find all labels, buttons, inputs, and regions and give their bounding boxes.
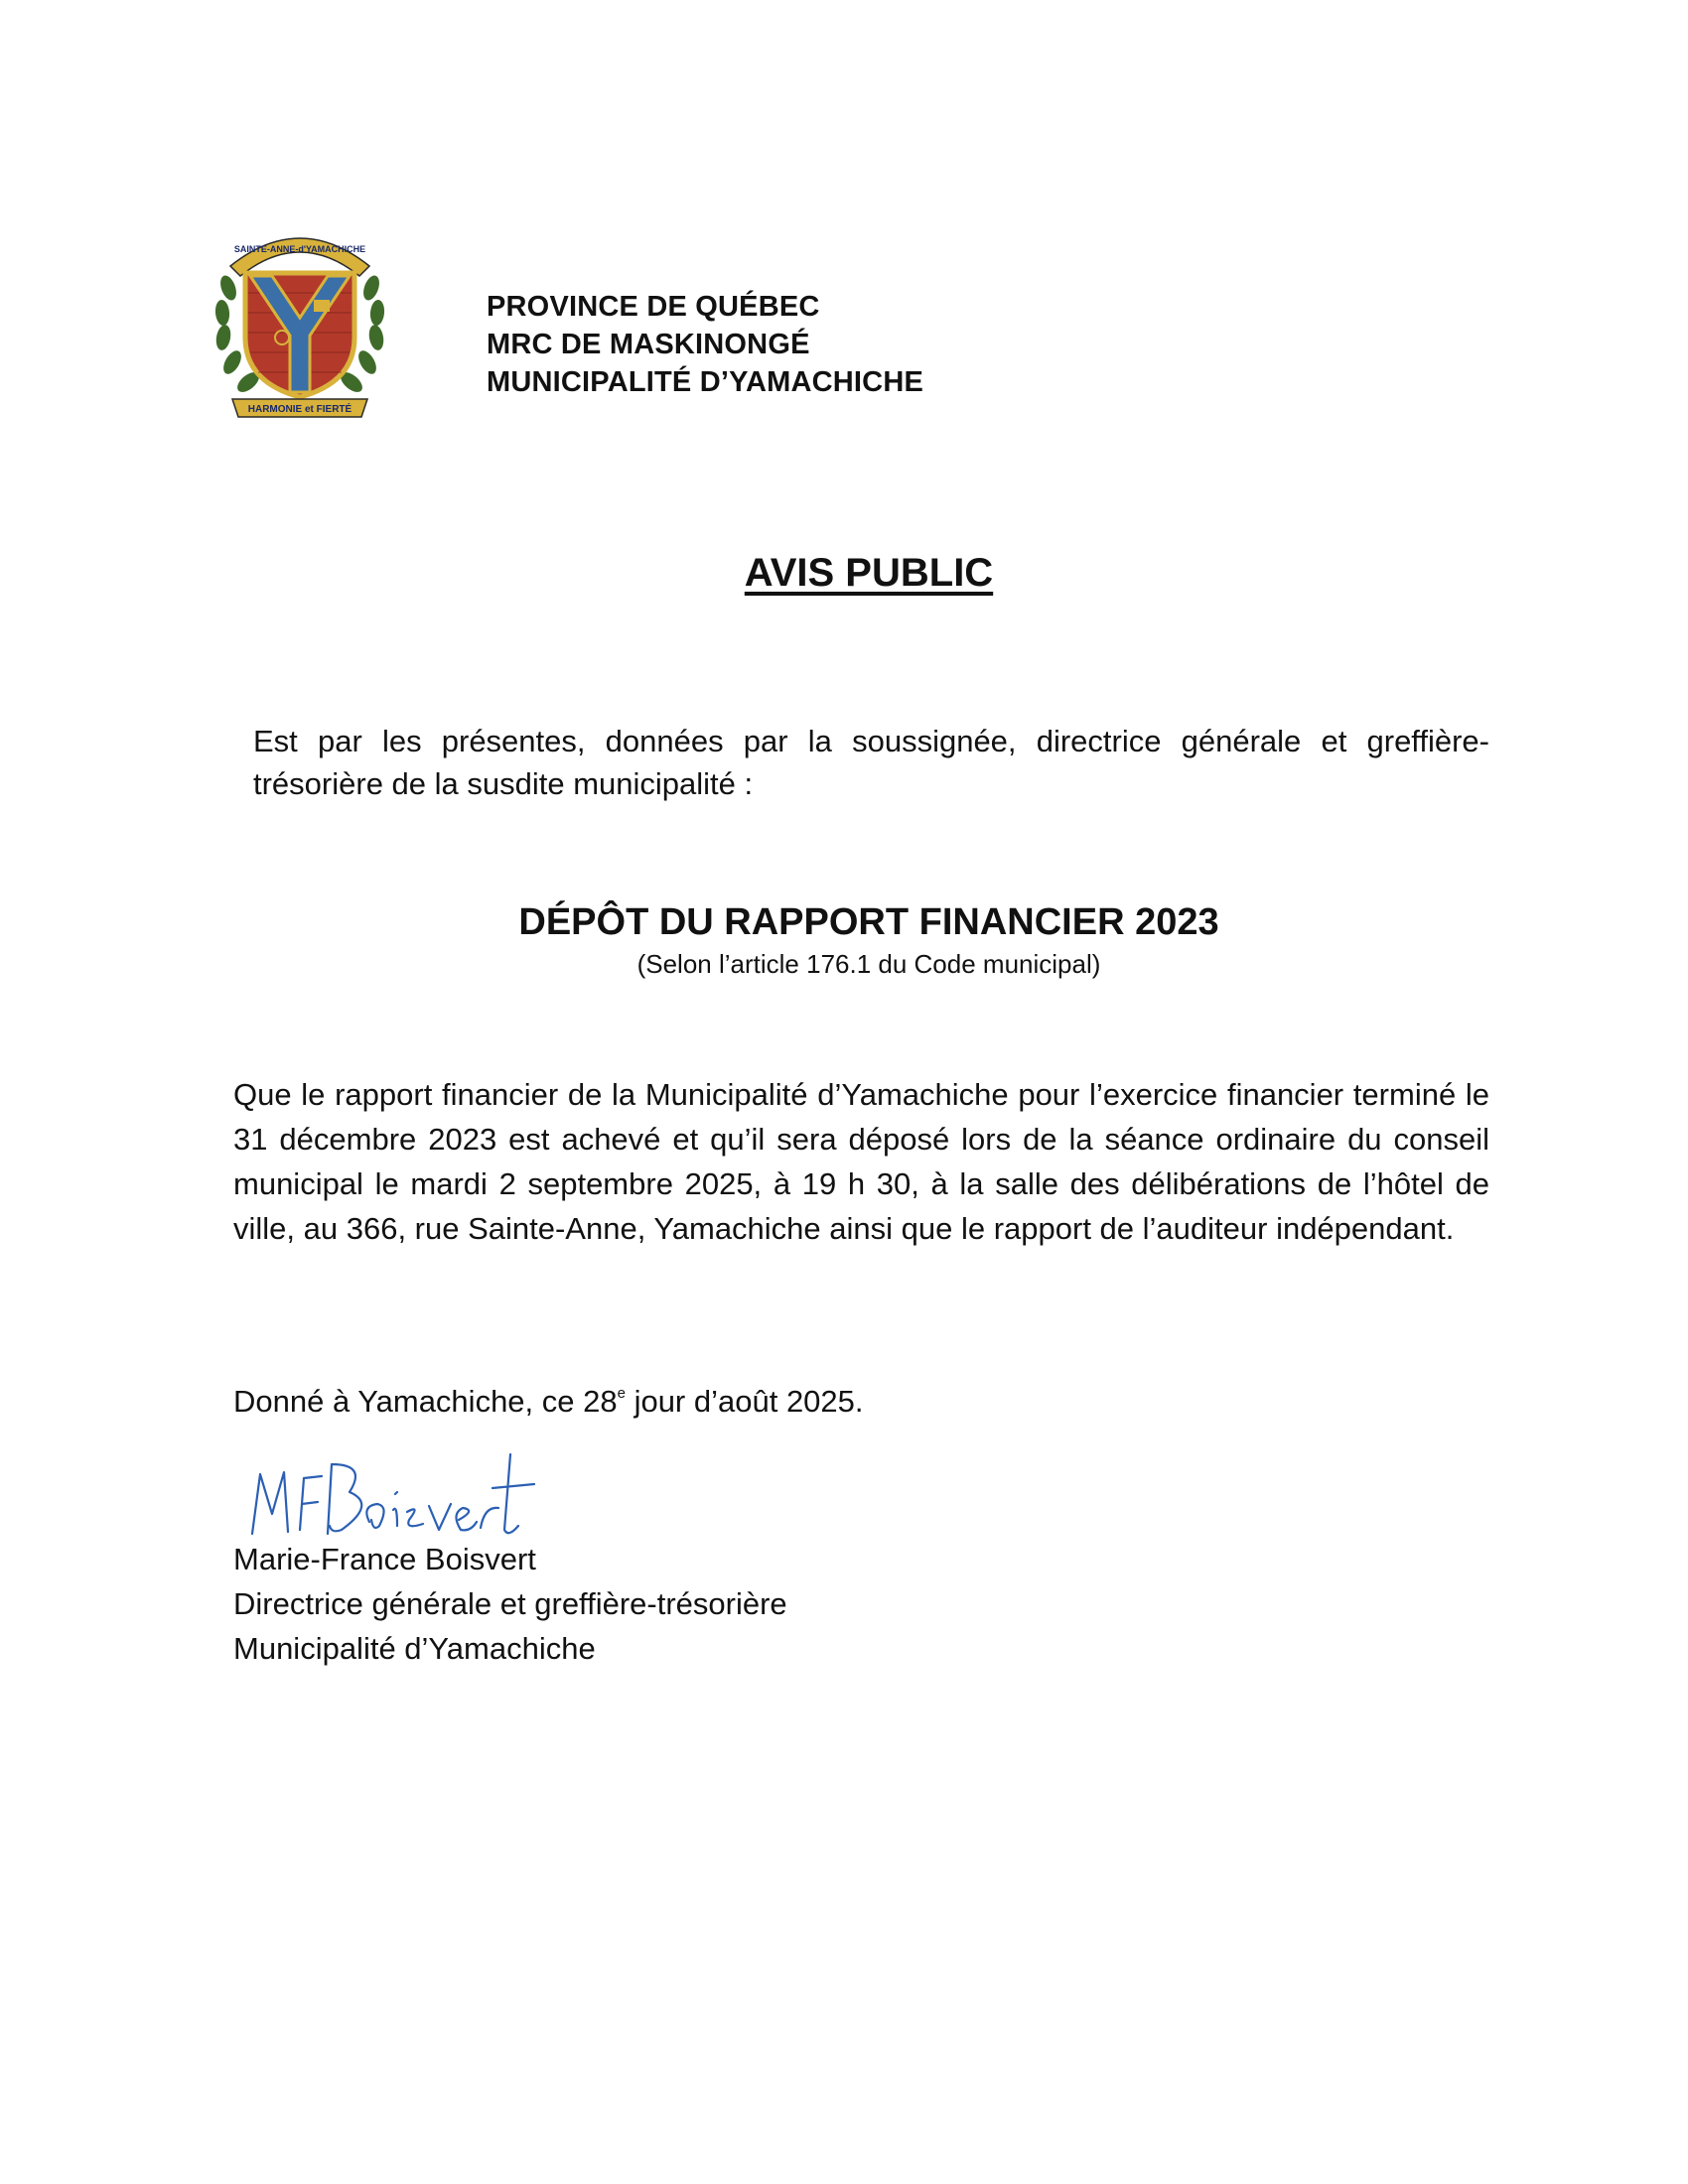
letterhead-mrc: MRC DE MASKINONGÉ bbox=[487, 329, 810, 360]
given-superscript: e bbox=[617, 1385, 626, 1402]
intro-paragraph: Est par les présentes, données par la soussignée, directrice générale et greffière-trésorière de la susdite municipalité : bbox=[253, 724, 1489, 801]
handwritten-signature bbox=[238, 1434, 536, 1544]
letterhead bbox=[487, 288, 923, 401]
letterhead-municipality: MUNICIPALITÉ D’YAMACHICHE bbox=[487, 366, 924, 398]
signer-role: Directrice générale et greffière-trésorière bbox=[233, 1586, 787, 1621]
municipal-coat-of-arms-logo bbox=[211, 218, 389, 427]
given-date-text: jour d’août 2025. bbox=[625, 1384, 864, 1419]
logo-banner-text: SAINTE-ANNE-d'YAMACHICHE bbox=[233, 244, 366, 254]
signer-block bbox=[233, 1537, 787, 1671]
given-text: Donné à Yamachiche, ce 28 bbox=[233, 1384, 618, 1419]
logo-motto-text: HARMONIE et FIERTÉ bbox=[247, 404, 352, 415]
given-at-line bbox=[233, 1380, 864, 1424]
notice-subject bbox=[0, 898, 1688, 980]
signer-organization: Municipalité d’Yamachiche bbox=[233, 1631, 596, 1666]
notice-title: AVIS PUBLIC bbox=[744, 551, 994, 595]
signer-name: Marie-France Boisvert bbox=[233, 1542, 536, 1576]
body-paragraph: Que le rapport financier de la Municipalité d’Yamachiche pour l’exercice financier terminé le 31 décembre 2023 est achevé et qu’il sera déposé lors de la séance ordinaire du conseil municipal le mardi 2 septembre 2025, à 19 h 30, à la salle des délibérations de l’hôtel de ville, au 366, rue Sainte-Anne, Yamachiche ainsi que le rapport de l’auditeur indépendant. bbox=[233, 1077, 1489, 1246]
subject-subtitle: (Selon l’article 176.1 du Code municipal) bbox=[636, 949, 1101, 979]
subject-title: DÉPÔT DU RAPPORT FINANCIER 2023 bbox=[518, 901, 1219, 943]
letterhead-province: PROVINCE DE QUÉBEC bbox=[487, 291, 820, 323]
